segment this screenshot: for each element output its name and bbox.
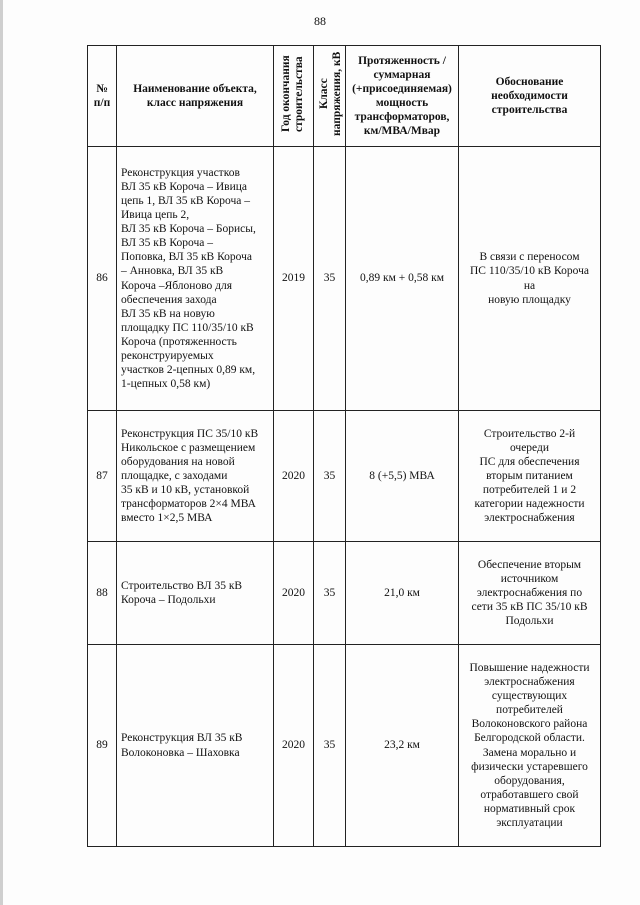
row-length: 8 (+5,5) МВА bbox=[346, 411, 459, 542]
scan-edge-shadow bbox=[0, 0, 3, 905]
row-name: Реконструкция ВЛ 35 кВ Волоконовка – Шаховка bbox=[117, 645, 274, 847]
header-length: Протяженность / суммарная (+присоединяемая) мощность трансформаторов, км/МВА/Мвар bbox=[346, 46, 459, 147]
row-basis: Повышение надежности электроснабжения существующих потребителей Волоконовского района Белгородской области. Замена морально и физически устаревшего оборудования, отработавшего свой нормативный срок эксплуатации bbox=[459, 645, 601, 847]
header-name: Наименование объекта, класс напряжения bbox=[117, 46, 274, 147]
table-row bbox=[88, 542, 601, 645]
row-voltage: 35 bbox=[314, 411, 346, 542]
row-length: 0,89 км + 0,58 км bbox=[346, 147, 459, 411]
row-year: 2020 bbox=[274, 542, 314, 645]
row-voltage: 35 bbox=[314, 645, 346, 847]
row-year: 2020 bbox=[274, 645, 314, 847]
row-num: 87 bbox=[88, 411, 117, 542]
row-name: Реконструкция участков ВЛ 35 кВ Короча – Ивица цепь 1, ВЛ 35 кВ Короча – Ивица цепь 2, ВЛ 35 кВ Короча – Борисы, ВЛ 35 кВ Короча – Поповка, ВЛ 35 кВ Короча – Анновка, ВЛ 35 кВ Короча –Яблоново для обеспечения захода ВЛ 35 кВ на новую площадку ПС 110/35/10 кВ Короча (протяженность реконструируемых участков 2-цепных 0,89 км, 1-цепных 0,58 км) bbox=[117, 147, 274, 411]
row-name: Реконструкция ПС 35/10 кВ Никольское с размещением оборудования на новой площадке, с заходами 35 кВ и 10 кВ, установкой трансформаторов 2×4 МВА вместо 1×2,5 МВА bbox=[117, 411, 274, 542]
page-number: 88 bbox=[314, 14, 326, 28]
row-name: Строительство ВЛ 35 кВ Короча – Подольхи bbox=[117, 542, 274, 645]
table-row bbox=[88, 411, 601, 542]
table-row bbox=[88, 147, 601, 411]
header-row bbox=[88, 46, 601, 147]
row-year: 2020 bbox=[274, 411, 314, 542]
header-voltage bbox=[314, 46, 346, 147]
row-voltage: 35 bbox=[314, 542, 346, 645]
row-voltage: 35 bbox=[314, 147, 346, 411]
header-voltage-text: Класс напряжения, кВ bbox=[318, 51, 344, 137]
header-year bbox=[274, 46, 314, 147]
row-num: 88 bbox=[88, 542, 117, 645]
header-year-text: Год окончания строительства bbox=[280, 55, 306, 133]
row-basis: Строительство 2-й очереди ПС для обеспечения вторым питанием потребителей 1 и 2 категории надежности электроснабжения bbox=[459, 411, 601, 542]
row-year: 2019 bbox=[274, 147, 314, 411]
row-basis: В связи с переносом ПС 110/35/10 кВ Короча на новую площадку bbox=[459, 147, 601, 411]
table-row bbox=[88, 645, 601, 847]
row-length: 21,0 км bbox=[346, 542, 459, 645]
row-basis: Обеспечение вторым источником электроснабжения по сети 35 кВ ПС 35/10 кВ Подольхи bbox=[459, 542, 601, 645]
row-num: 86 bbox=[88, 147, 117, 411]
row-num: 89 bbox=[88, 645, 117, 847]
header-basis: Обоснование необходимости строительства bbox=[459, 46, 601, 147]
construction-table bbox=[87, 45, 601, 847]
row-length: 23,2 км bbox=[346, 645, 459, 847]
header-num: № п/п bbox=[88, 46, 117, 147]
